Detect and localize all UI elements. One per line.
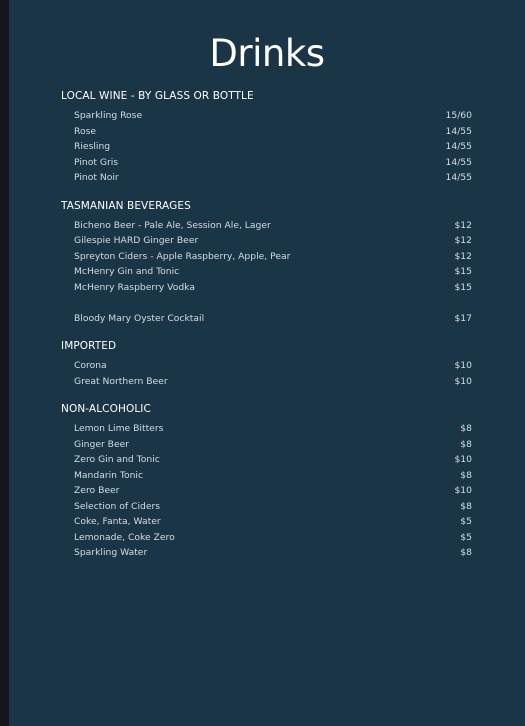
item-price: $5 bbox=[460, 531, 472, 543]
menu-item bbox=[61, 545, 472, 561]
menu-item bbox=[61, 280, 472, 296]
item-price: $12 bbox=[454, 250, 472, 262]
item-name: Corona bbox=[74, 360, 107, 372]
menu-page bbox=[9, 0, 525, 726]
item-name: Coke, Fanta, Water bbox=[74, 516, 161, 528]
item-price: $10 bbox=[454, 454, 472, 466]
item-name: McHenry Gin and Tonic bbox=[74, 266, 180, 278]
section-heading: LOCAL WINE - BY GLASS OR BOTTLE bbox=[61, 90, 254, 102]
menu-item bbox=[61, 155, 472, 171]
item-name: Spreyton Ciders - Apple Raspberry, Apple, Pear bbox=[74, 250, 291, 262]
menu-item bbox=[61, 468, 472, 484]
item-price: $5 bbox=[460, 516, 472, 528]
item-name: Mandarin Tonic bbox=[74, 469, 144, 481]
item-price: 14/55 bbox=[445, 156, 472, 168]
menu-item bbox=[61, 530, 472, 546]
item-name: Sparkling Water bbox=[74, 547, 148, 559]
item-price: $12 bbox=[454, 219, 472, 231]
menu-item bbox=[61, 233, 472, 249]
menu-item bbox=[61, 249, 472, 265]
item-price: $8 bbox=[460, 423, 472, 435]
item-name: Lemon Lime Bitters bbox=[74, 423, 164, 435]
item-name: Sparkling Rose bbox=[74, 110, 143, 122]
item-price: 14/55 bbox=[445, 172, 472, 184]
item-name: McHenry Raspberry Vodka bbox=[74, 281, 195, 293]
item-name: Great Northern Beer bbox=[74, 375, 168, 387]
item-price: $10 bbox=[454, 485, 472, 497]
menu-item bbox=[61, 499, 472, 515]
item-price: $8 bbox=[460, 547, 472, 559]
menu-item bbox=[61, 218, 472, 234]
menu-item bbox=[61, 139, 472, 155]
section-heading: NON-ALCOHOLIC bbox=[61, 403, 151, 415]
item-price: $15 bbox=[454, 266, 472, 278]
item-name: Rose bbox=[74, 125, 97, 137]
menu-item bbox=[61, 452, 472, 468]
page-title: Drinks bbox=[209, 32, 325, 75]
item-price: 14/55 bbox=[445, 141, 472, 153]
menu-item bbox=[61, 311, 472, 327]
menu-item bbox=[61, 437, 472, 453]
section-non-alcoholic bbox=[61, 401, 472, 561]
section-heading: IMPORTED bbox=[61, 340, 117, 352]
menu-item bbox=[61, 483, 472, 499]
section-heading: TASMANIAN BEVERAGES bbox=[61, 199, 191, 212]
menu-item bbox=[61, 108, 472, 124]
menu-item bbox=[61, 514, 472, 530]
item-price: $8 bbox=[460, 469, 472, 481]
menu-item bbox=[61, 264, 472, 280]
item-price: $12 bbox=[454, 235, 472, 247]
item-name: Zero Gin and Tonic bbox=[74, 454, 160, 466]
item-name: Ginger Beer bbox=[74, 438, 130, 450]
menu-item bbox=[61, 421, 472, 437]
section-imported bbox=[61, 338, 472, 389]
menu-item bbox=[61, 358, 472, 374]
item-price: $10 bbox=[454, 375, 472, 387]
item-name: Bicheno Beer - Pale Ale, Session Ale, Lager bbox=[74, 219, 271, 231]
section-tasmanian-beverages bbox=[61, 198, 472, 327]
menu-item bbox=[61, 170, 472, 186]
drinks-menu bbox=[61, 88, 472, 573]
item-name: Pinot Noir bbox=[74, 172, 119, 184]
item-name: Pinot Gris bbox=[74, 156, 119, 168]
menu-item bbox=[61, 374, 472, 390]
item-price: $8 bbox=[460, 438, 472, 450]
item-name: Bloody Mary Oyster Cocktail bbox=[74, 312, 205, 324]
item-price: $17 bbox=[454, 312, 472, 324]
item-price: 15/60 bbox=[445, 110, 472, 122]
item-name: Selection of Ciders bbox=[74, 500, 161, 512]
item-price: $10 bbox=[454, 360, 472, 372]
item-price: $8 bbox=[460, 500, 472, 512]
item-name: Riesling bbox=[74, 141, 111, 153]
item-price: 14/55 bbox=[445, 125, 472, 137]
section-local-wine bbox=[61, 88, 472, 186]
item-name: Lemonade, Coke Zero bbox=[74, 531, 175, 543]
item-name: Gilespie HARD Ginger Beer bbox=[74, 235, 199, 247]
menu-item bbox=[61, 124, 472, 140]
item-name: Zero Beer bbox=[74, 485, 120, 497]
item-price: $15 bbox=[454, 281, 472, 293]
